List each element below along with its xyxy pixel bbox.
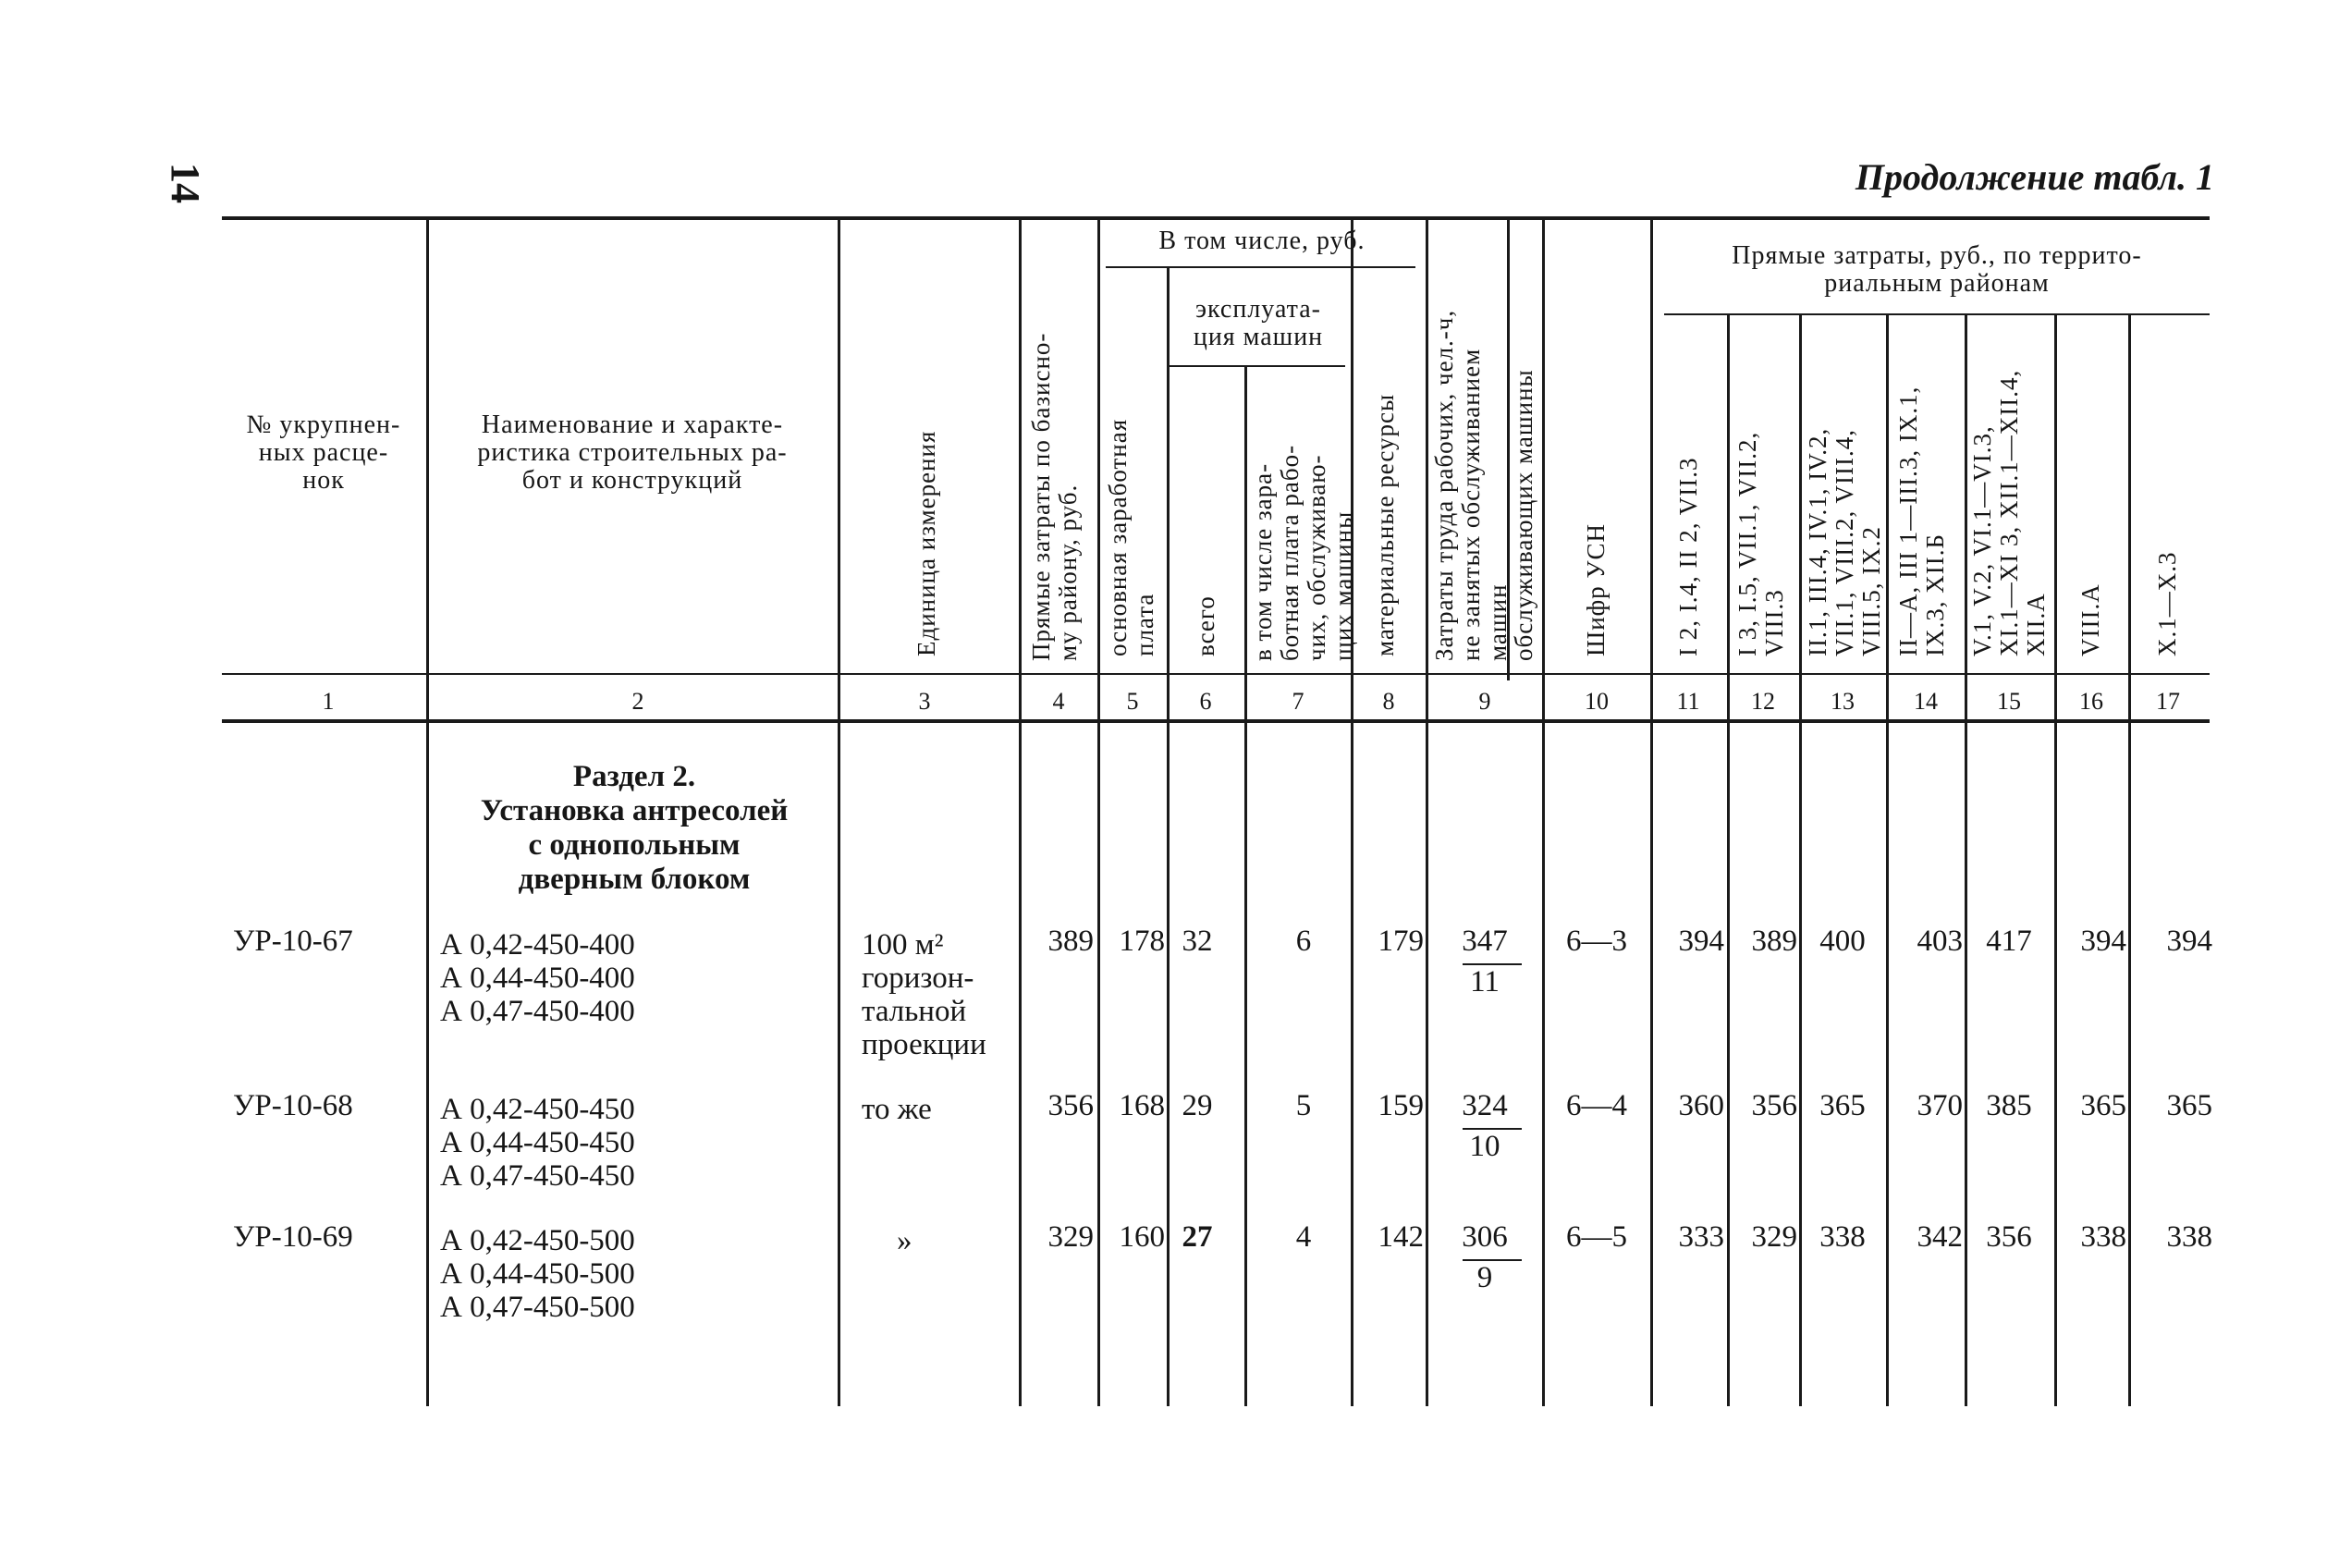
cell-c14: 370 xyxy=(1917,1089,1963,1122)
col-number: 5 xyxy=(1126,688,1139,715)
col-number: 16 xyxy=(2079,688,2103,715)
header-labor-costs: Затраты труда рабочих, чел.-ч, не занятых обслуживанием машин xyxy=(1430,309,1512,661)
header-region-16: VIII.A xyxy=(2076,583,2104,656)
column-number-rule xyxy=(222,673,2210,675)
cell-c17: 338 xyxy=(2166,1220,2212,1254)
cell-c5: 168 xyxy=(1119,1089,1165,1122)
row-unit: 100 м² горизон- тальной проекции xyxy=(862,928,986,1061)
header-code: № укрупнен- ных расце- нок xyxy=(246,410,401,495)
row-names: А 0,42-450-400 А 0,44-450-400 А 0,47-450-400 xyxy=(440,928,635,1028)
col-number: 10 xyxy=(1585,688,1609,715)
cell-c16: 338 xyxy=(2080,1220,2126,1254)
cell-c9-bottom: 10 xyxy=(1469,1130,1500,1163)
cell-c10: 6—5 xyxy=(1566,1220,1627,1254)
col-number: 14 xyxy=(1914,688,1938,715)
header-region-11: I 2, I.4, II 2, VII.3 xyxy=(1674,457,1702,656)
header-materials: материальные ресурсы xyxy=(1371,393,1399,656)
header-labor-machines: обслуживающих машины xyxy=(1510,369,1537,661)
col-number: 8 xyxy=(1382,688,1395,715)
col-number: 1 xyxy=(322,688,335,715)
row-unit: то же xyxy=(862,1093,932,1126)
header-name: Наименование и характе- ристика строительных ра- бот и конструкций xyxy=(477,410,788,495)
cell-c5: 178 xyxy=(1119,925,1165,958)
cell-c9-bottom: 11 xyxy=(1470,965,1500,998)
header-region-12: I 3, I.5, VII.1, VII.2, VIII.3 xyxy=(1733,431,1788,656)
col-number: 17 xyxy=(2156,688,2180,715)
cell-c14: 342 xyxy=(1917,1220,1963,1254)
header-region-13: II.1, III.4, IV.1, IV.2, VII.1, VIII.2, VIII.4, VIII.5, IX.2 xyxy=(1804,427,1885,656)
header-region-15: V.1, V.2, VI.1—VI.3, XI.1—XI 3, XII.1—XII.4, XII.A xyxy=(1968,369,2050,656)
header-region-17: X.1—X.3 xyxy=(2153,551,2181,656)
cell-c15: 417 xyxy=(1986,925,2032,958)
incl-group-rule xyxy=(1106,266,1415,268)
header-usn-code: Шифр УСН xyxy=(1582,522,1610,656)
cell-c14: 403 xyxy=(1917,925,1963,958)
cell-c15: 385 xyxy=(1986,1089,2032,1122)
cell-c11: 394 xyxy=(1678,925,1724,958)
cell-c9-bottom: 9 xyxy=(1476,1261,1493,1294)
cell-c6: 32 xyxy=(1182,925,1213,958)
machines-group-rule xyxy=(1170,365,1345,367)
cell-c4: 329 xyxy=(1047,1220,1094,1254)
row-names: А 0,42-450-500 А 0,44-450-500 А 0,47-450-500 xyxy=(440,1224,635,1324)
table-top-rule xyxy=(222,216,2210,220)
cell-c13: 400 xyxy=(1819,925,1866,958)
cell-c6: 29 xyxy=(1182,1089,1213,1122)
cell-c10: 6—3 xyxy=(1566,925,1627,958)
header-direct-costs: Прямые затраты по базисно- му району, руб. xyxy=(1027,332,1082,661)
table-continuation-caption: Продолжение табл. 1 xyxy=(1855,156,2214,198)
cell-c7: 5 xyxy=(1295,1089,1312,1122)
col-number: 11 xyxy=(1676,688,1700,715)
cell-c17: 365 xyxy=(2166,1089,2212,1122)
cell-c7: 4 xyxy=(1295,1220,1312,1254)
cell-c8: 142 xyxy=(1378,1220,1424,1254)
col-sep xyxy=(1542,218,1545,1406)
cell-c9-top: 347 xyxy=(1462,925,1508,958)
col-number: 13 xyxy=(1831,688,1855,715)
cell-c10: 6—4 xyxy=(1566,1089,1627,1122)
header-machines-group: эксплуата- ция машин xyxy=(1193,295,1324,351)
col-number: 9 xyxy=(1478,688,1491,715)
row-names: А 0,42-450-450 А 0,44-450-450 А 0,47-450-450 xyxy=(440,1093,635,1193)
cell-c4: 356 xyxy=(1047,1089,1094,1122)
cell-c13: 365 xyxy=(1819,1089,1866,1122)
col-number: 6 xyxy=(1199,688,1212,715)
col-sep xyxy=(1426,218,1428,1406)
cell-c9-top: 324 xyxy=(1462,1089,1508,1122)
col-sep xyxy=(1799,315,1802,1406)
cell-c8: 159 xyxy=(1378,1089,1424,1122)
row-code: УР-10-69 xyxy=(233,1220,353,1254)
row-unit: » xyxy=(897,1224,912,1257)
cell-c12: 329 xyxy=(1751,1220,1797,1254)
cell-c16: 394 xyxy=(2080,925,2126,958)
cell-c12: 356 xyxy=(1751,1089,1797,1122)
col-sep xyxy=(1244,367,1247,1406)
section-title: Раздел 2. Установка антресолей с однопольным дверным блоком xyxy=(480,760,789,896)
cell-c11: 360 xyxy=(1678,1089,1724,1122)
cell-c8: 179 xyxy=(1378,925,1424,958)
cell-c5: 160 xyxy=(1119,1220,1165,1254)
header-incl-group: В том числе, руб. xyxy=(1158,227,1366,255)
header-region-14: II—A, III 1—III.3, IX.1, IX.3, XII.Б xyxy=(1894,386,1949,656)
cell-c13: 338 xyxy=(1819,1220,1866,1254)
page-number: 14 xyxy=(163,163,208,203)
cell-c11: 333 xyxy=(1678,1220,1724,1254)
col-number: 3 xyxy=(918,688,931,715)
cell-c12: 389 xyxy=(1751,925,1797,958)
header-unit: Единица измерения xyxy=(912,430,940,656)
col-number: 12 xyxy=(1751,688,1775,715)
col-sep xyxy=(838,218,840,1406)
header-machines-wage: в том числе зара- ботная плата рабо- чих, обслуживаю- щих машины xyxy=(1249,444,1357,661)
cell-c17: 394 xyxy=(2166,925,2212,958)
col-number: 4 xyxy=(1052,688,1065,715)
cell-c16: 365 xyxy=(2080,1089,2126,1122)
cell-c9-top: 306 xyxy=(1462,1220,1508,1254)
col-number: 15 xyxy=(1997,688,2021,715)
header-machines-total: всего xyxy=(1192,595,1219,656)
row-code: УР-10-67 xyxy=(233,925,353,958)
col-sep xyxy=(426,218,429,1406)
col-number: 2 xyxy=(631,688,644,715)
header-bottom-rule xyxy=(222,719,2210,723)
cell-c15: 356 xyxy=(1986,1220,2032,1254)
row-code: УР-10-68 xyxy=(233,1089,353,1122)
cell-c4: 389 xyxy=(1047,925,1094,958)
cell-c7: 6 xyxy=(1295,925,1312,958)
col-number: 7 xyxy=(1292,688,1304,715)
cell-c6: 27 xyxy=(1182,1220,1213,1254)
header-regions-group: Прямые затраты, руб., по террито- риальным районам xyxy=(1732,241,2142,298)
header-base-wage: основная заработная плата xyxy=(1104,418,1158,656)
